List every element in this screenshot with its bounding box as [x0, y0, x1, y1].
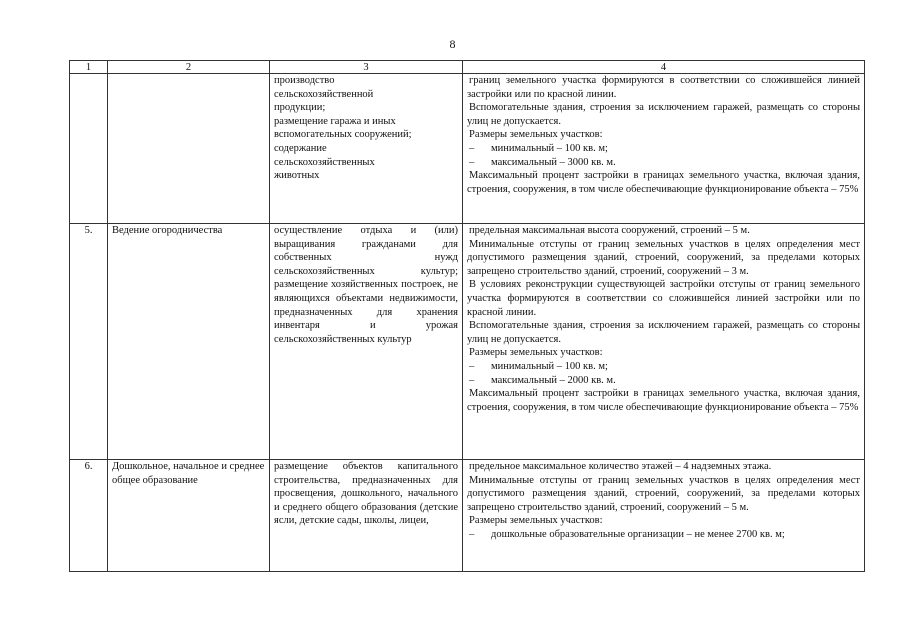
parameter-paragraph: предельная максимальная высота сооружений, строений – 5 м. [469, 225, 750, 236]
parameter-paragraph: Размеры земельных участков: [469, 129, 603, 141]
permitted-use-line: сельскохозяйственной [274, 88, 374, 100]
permitted-use-line: продукции; [274, 102, 326, 114]
permitted-uses-cell [270, 460, 463, 572]
table-row [70, 74, 865, 224]
parameter-paragraph: Размеры земельных участков: [469, 347, 603, 359]
parameters-cell [463, 224, 865, 460]
column-number-row [70, 61, 865, 74]
column-number: 4 [463, 61, 865, 74]
parameter-paragraph: Вспомогательные здания, строения за исключением гаражей, размещать со стороны улиц не допускается. [467, 320, 860, 345]
row-number-cell: 6. [70, 460, 108, 572]
dash-marker: – [469, 156, 475, 168]
permitted-uses-cell [270, 74, 463, 224]
column-number: 3 [270, 61, 463, 74]
parameter-paragraph: Минимальные отступы от границ земельных участков в целях определения мест допустимого размещения зданий, строений, сооружений, за пределами которых запрещено строительство зданий, строений, сооружений – 5 м. [467, 474, 860, 513]
parameter-paragraph: Размеры земельных участков: [469, 515, 603, 527]
table-row [70, 460, 865, 572]
parameter-paragraph: Вспомогательные здания, строения за исключением гаражей, размещать со стороны улиц не допускается. [467, 102, 860, 127]
parameters-cell [463, 74, 865, 224]
parameter-list-item [467, 156, 860, 170]
row-number-cell: 5. [70, 224, 108, 460]
parameter-list-item [467, 142, 860, 156]
permitted-use-line: размещение гаража и иных [274, 115, 396, 127]
parameters-cell [463, 460, 865, 572]
parameter-paragraph: В условиях реконструкции существующей застройки отступы от границ земельного участка формируются в соответствии со сложившейся линией застройки или по красной линии. [467, 279, 860, 318]
parameter-list-item [467, 374, 860, 388]
land-use-name-cell [108, 74, 270, 224]
permitted-use-line: осуществление отдыха и (или) выращивания гражданами для собственных нужд сельскохозяйственных культур; размещение хозяйственных построек, не являющихся объектами недвижимости, предназначенных для хранения инвентаря и урожая сельскохозяйственных культур [274, 225, 458, 345]
table-row [70, 224, 865, 460]
parameter-text: минимальный – 100 кв. м; [491, 360, 608, 372]
zoning-regulations-table [69, 60, 865, 572]
parameter-list-item [467, 360, 860, 374]
parameter-list-item [467, 528, 860, 542]
parameter-paragraph: Минимальные отступы от границ земельных участков в целях определения мест допустимого размещения зданий, строений, сооружений, за пределами которых запрещено строительство зданий, строений, сооружений – 3 м. [467, 238, 860, 277]
parameter-paragraph: Максимальный процент застройки в границах земельного участка, включая здания, строения, сооружения, в том числе обеспечивающие функционирование объекта – 75% [467, 170, 860, 195]
row-number-cell [70, 74, 108, 224]
dash-marker: – [469, 374, 475, 386]
parameter-text: дошкольные образовательные организации – не менее 2700 кв. м; [491, 528, 785, 540]
parameter-paragraph: границ земельного участка формируются в соответствии со сложившейся линией застройки или по красной линии. [467, 75, 860, 100]
parameter-text: минимальный – 100 кв. м; [491, 142, 608, 154]
parameter-text: максимальный – 2000 кв. м. [491, 374, 616, 386]
parameter-paragraph: предельное максимальное количество этажей – 4 надземных этажа. [469, 461, 772, 472]
permitted-use-line: вспомогательных сооружений; [274, 129, 412, 141]
dash-marker: – [469, 142, 475, 154]
column-number: 2 [108, 61, 270, 74]
land-use-name-cell: Ведение огородничества [108, 224, 270, 460]
parameter-text: максимальный – 3000 кв. м. [491, 156, 616, 168]
permitted-use-line: размещение объектов капитального строительства, предназначенных для просвещения, дошкольного, начального и среднего общего образования (детские ясли, детские сады, школы, лицеи, [274, 461, 458, 527]
permitted-use-line: содержание [274, 142, 327, 154]
page-number: 8 [449, 37, 456, 51]
permitted-uses-cell [270, 224, 463, 460]
permitted-use-line: сельскохозяйственных [274, 156, 375, 168]
column-number: 1 [70, 61, 108, 74]
permitted-use-line: животных [274, 170, 320, 182]
land-use-name-cell: Дошкольное, начальное и среднее общее образование [108, 460, 270, 572]
permitted-use-line: производство [274, 75, 335, 86]
parameter-paragraph: Максимальный процент застройки в границах земельного участка, включая здания, строения, сооружения, в том числе обеспечивающие функционирование объекта – 75% [467, 388, 860, 413]
dash-marker: – [469, 360, 475, 372]
dash-marker: – [469, 528, 475, 540]
